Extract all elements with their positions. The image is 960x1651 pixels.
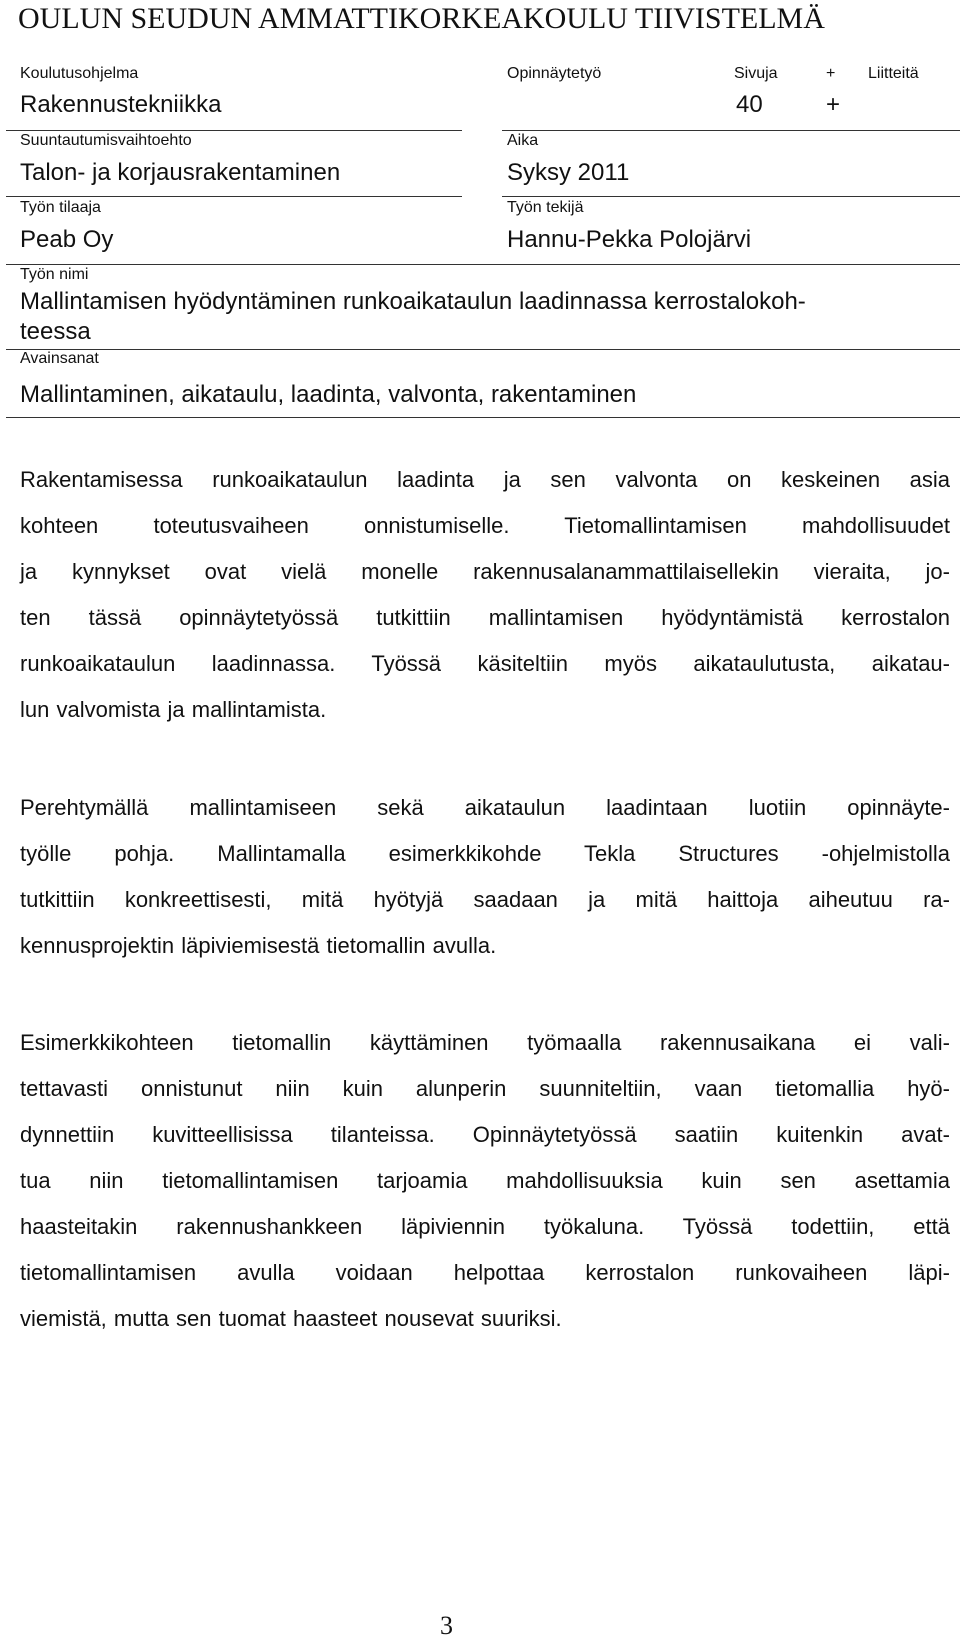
nimi-value-line1: Mallintamisen hyödyntäminen runkoaikataulun laadinnassa kerrostalokoh- [20,288,806,315]
liitteita-label: Liitteitä [868,65,919,82]
koulutusohjelma-value: Rakennustekniikka [20,91,222,118]
abstract-paragraph-1 [20,457,950,733]
text-line: kennusprojektin läpiviemisestä tietomallin avulla. [20,933,497,958]
text-line: työlle pohja. Mallintamalla esimerkkikohde Tekla Structures -ohjelmistolla [20,841,950,866]
page-number: 3 [440,1611,453,1640]
text-line: lun valvomista ja mallintamista. [20,697,327,722]
abstract-paragraph-2 [20,785,950,969]
divider [6,349,960,350]
abstract-paragraph-3 [20,1020,950,1342]
text-line: tutkittiin konkreettisesti, mitä hyötyjä saadaan ja mitä haittoja aiheutuu ra- [20,887,950,912]
text-line: Perehtymällä mallintamiseen sekä aikataulun laadintaan luotiin opinnäyte- [20,795,950,820]
divider [6,417,960,418]
suuntautumis-label: Suuntautumisvaihtoehto [20,132,192,149]
divider [6,196,462,197]
tilaaja-value: Peab Oy [20,226,114,253]
divider [6,130,462,131]
tekija-value: Hannu-Pekka Polojärvi [507,226,752,253]
sivuja-label: Sivuja [734,65,778,82]
opinnaytetyo-label: Opinnäytetyö [507,65,602,82]
nimi-label: Työn nimi [20,266,89,283]
koulutusohjelma-label: Koulutusohjelma [20,65,139,82]
plus-value: + [826,91,841,118]
divider [502,196,960,197]
text-line: Rakentamisessa runkoaikataulun laadinta ja sen valvonta on keskeinen asia [20,467,950,492]
sivuja-value: 40 [736,91,763,118]
tekija-label: Työn tekijä [507,199,584,216]
text-line: ten tässä opinnäytetyössä tutkittiin mallintamisen hyödyntämistä kerrostalon [20,605,950,630]
tilaaja-label: Työn tilaaja [20,199,101,216]
text-line: viemistä, mutta sen tuomat haasteet nousevat suuriksi. [20,1306,562,1331]
divider [6,264,960,265]
plus-label: + [826,65,836,82]
text-line: ja kynnykset ovat vielä monelle rakennusalanammattilaisellekin vieraita, jo- [20,559,950,584]
aika-value: Syksy 2011 [507,159,630,186]
text-line: kohteen toteutusvaiheen onnistumiselle. Tietomallintamisen mahdollisuudet [20,513,950,538]
divider [502,130,960,131]
text-line: tettavasti onnistunut niin kuin alunperin suunniteltiin, vaan tietomallia hyö- [20,1076,950,1101]
aika-label: Aika [507,132,539,149]
text-line: tietomallintamisen avulla voidaan helpottaa kerrostalon runkovaiheen läpi- [20,1260,950,1285]
text-line: dynnettiin kuvitteellisissa tilanteissa. Opinnäytetyössä saatiin kuitenkin avat- [20,1122,950,1147]
avainsanat-label: Avainsanat [20,350,99,367]
nimi-value-line2: teessa [20,318,91,345]
page-title: OULUN SEUDUN AMMATTIKORKEAKOULU TIIVISTELMÄ [18,2,825,35]
avainsanat-value: Mallintaminen, aikataulu, laadinta, valvonta, rakentaminen [20,381,637,408]
text-line: Esimerkkikohteen tietomallin käyttäminen työmaalla rakennusaikana ei vali- [20,1030,950,1055]
text-line: runkoaikataulun laadinnassa. Työssä käsiteltiin myös aikataulutusta, aikatau- [20,651,950,676]
text-line: haasteitakin rakennushankkeen läpiviennin työkaluna. Työssä todettiin, että [20,1214,950,1239]
suuntautumis-value: Talon- ja korjausrakentaminen [20,159,341,186]
text-line: tua niin tietomallintamisen tarjoamia mahdollisuuksia kuin sen asettamia [20,1168,950,1193]
